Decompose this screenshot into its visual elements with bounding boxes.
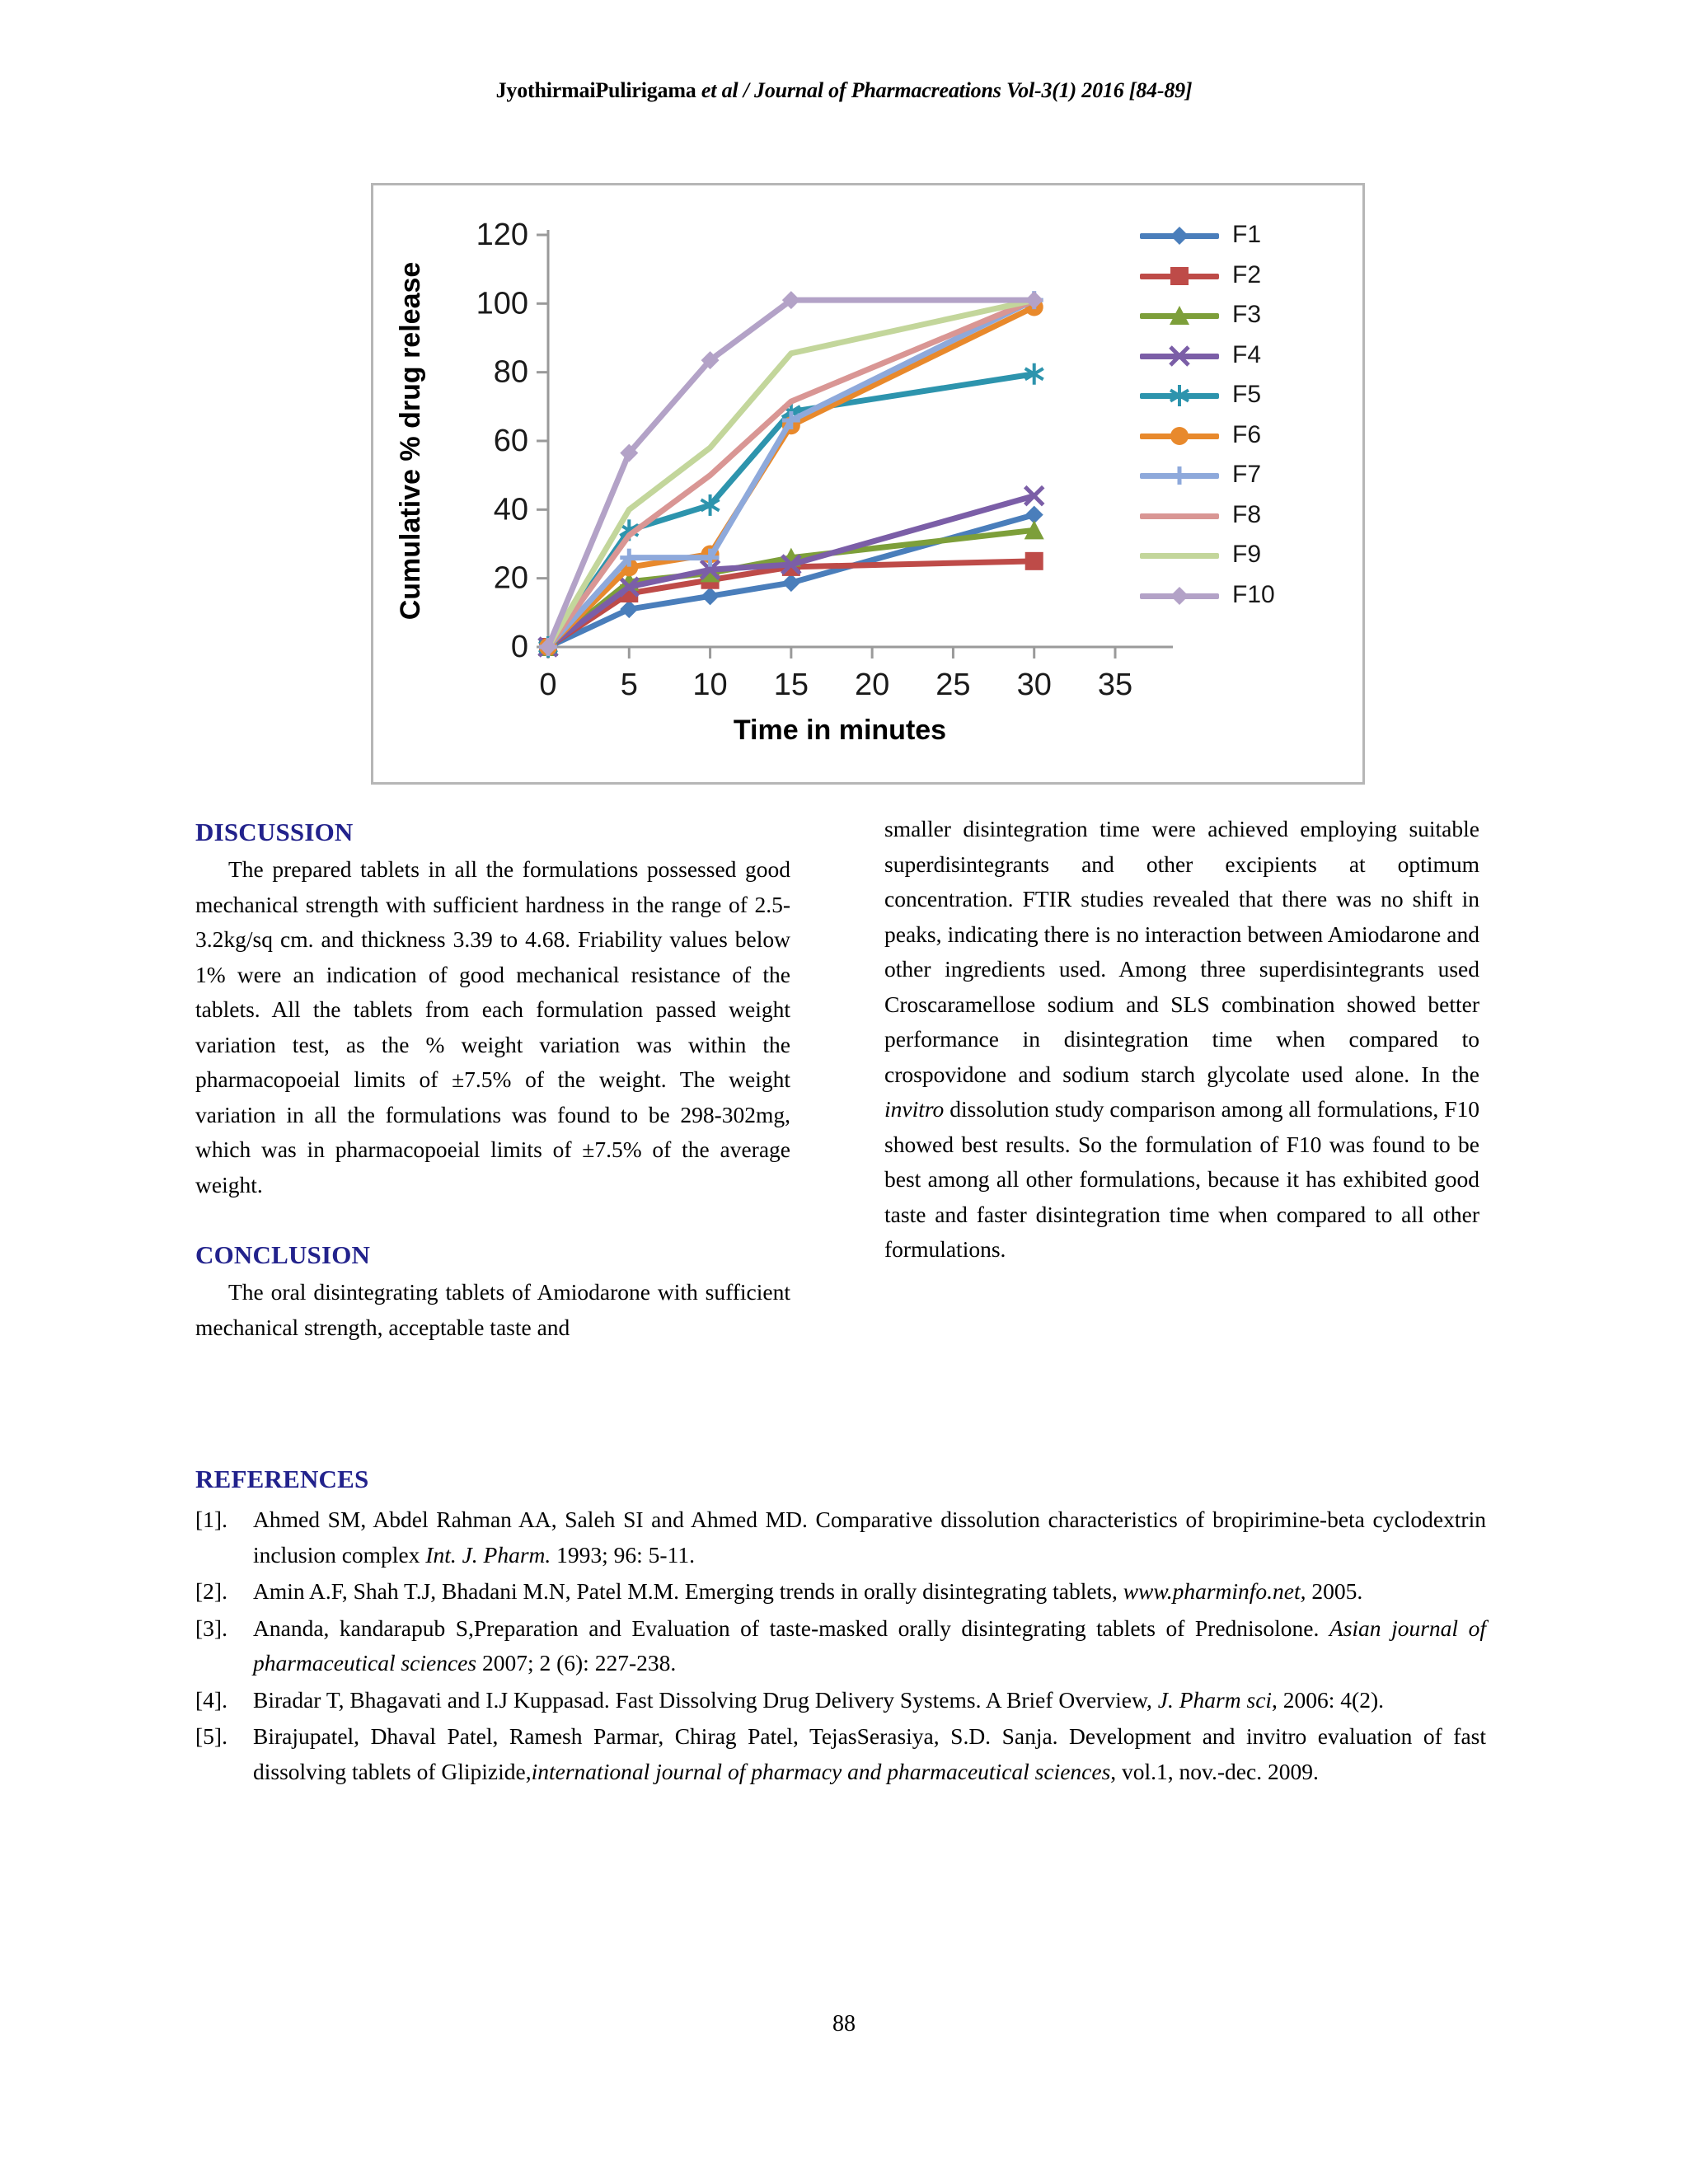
legend-marker-asterisk-icon [1168, 384, 1191, 407]
data-point-marker [1170, 267, 1189, 285]
reference-text [253, 1683, 1486, 1718]
y-axis-title: Cumulative % drug release [395, 261, 426, 621]
y-axis-tick-label: 20 [493, 560, 528, 596]
y-axis-tick-label: 100 [476, 286, 528, 321]
legend-label-F8: F8 [1232, 500, 1262, 528]
legend-label-F7: F7 [1232, 461, 1262, 488]
reference-number: [2]. [195, 1578, 227, 1604]
running-head-authors: JyothirmaiPulirigama [495, 78, 696, 102]
legend-key-F4 [1140, 343, 1219, 368]
data-point-marker [620, 600, 638, 618]
y-axis-tick-label: 60 [493, 424, 528, 458]
reference-item [195, 1683, 1486, 1718]
conclusion-body: The oral disintegrating tablets of Amiodarone with sufficient mechanical strength, acceptable taste and [195, 1279, 790, 1340]
reference-number: [4]. [195, 1686, 227, 1713]
reference-number: [3]. [195, 1615, 227, 1641]
reference-text-tail: 2005. [1306, 1578, 1363, 1604]
y-axis-tick-label: 40 [493, 492, 528, 527]
running-head-journal: et al / Journal of Pharmacreations Vol-3(1) 2016 [84-89] [701, 78, 1193, 102]
reference-text-plain: Birajupatel, Dhaval Patel, Ramesh Parmar, Chirag Patel, TejasSerasiya, S.D. Sanja. Development and invitro evaluation of fast dissolving tablets of Glipizide, [253, 1723, 1486, 1784]
reference-text-plain: Ananda, kandarapub S,Preparation and Evaluation of taste-masked orally disintegrating tablets of Prednisolone. [253, 1615, 1329, 1641]
legend-label-F5: F5 [1232, 381, 1262, 408]
reference-item [195, 1574, 1486, 1610]
x-axis-title: Time in minutes [733, 715, 947, 746]
x-axis-tick-label: 0 [539, 668, 557, 702]
x-axis-tick-label: 5 [620, 668, 638, 702]
legend-item-F1[interactable] [1140, 215, 1261, 255]
reference-number: [1]. [195, 1507, 227, 1532]
data-point-marker [1170, 587, 1189, 605]
x-axis-tick-label: 15 [773, 668, 809, 702]
legend-key-F9 [1140, 542, 1219, 567]
legend-marker-x-icon [1168, 344, 1191, 368]
legend-item-F10[interactable] [1140, 575, 1275, 615]
chart-legend [1140, 215, 1346, 743]
reference-number: [5]. [195, 1723, 227, 1749]
legend-item-F2[interactable] [1140, 255, 1261, 295]
right-column [884, 812, 1479, 1268]
data-point-marker [782, 574, 800, 592]
legend-item-F5[interactable] [1140, 375, 1261, 415]
legend-marker-square-icon [1168, 265, 1191, 288]
x-axis-tick-label: 25 [935, 668, 971, 702]
legend-marker-diamond-icon [1168, 224, 1191, 247]
references-section [195, 1463, 1486, 1791]
figure-dissolution-chart [371, 183, 1365, 785]
data-point-marker [1170, 227, 1189, 245]
data-point-marker [1170, 306, 1189, 325]
references-list [195, 1502, 1486, 1789]
legend-line-icon [1140, 553, 1219, 559]
chart-series [538, 291, 1044, 658]
reference-text-italic: Int. J. Pharm. [425, 1541, 551, 1568]
reference-text-tail: , 2006: 4(2). [1272, 1686, 1385, 1713]
reference-text [253, 1502, 1486, 1572]
reference-text-plain: Ahmed SM, Abdel Rahman AA, Saleh SI and Ahmed MD. Comparative dissolution characteristics of bropirimine-beta cyclodextrin inclusion complex [253, 1507, 1486, 1568]
legend-key-F8 [1140, 503, 1219, 527]
reference-text-plain: Biradar T, Bhagavati and I.J Kuppasad. Fast Dissolving Drug Delivery Systems. A Brief Overview, [253, 1686, 1158, 1713]
legend-marker-triangle-icon [1168, 304, 1191, 327]
reference-text-tail: 2007; 2 (6): 227-238. [476, 1650, 677, 1675]
data-point-marker [1025, 552, 1043, 570]
y-axis-tick-label: 120 [476, 218, 528, 252]
reference-text-italic: Asian journal of pharmaceutical sciences [253, 1615, 1486, 1675]
reference-text [253, 1611, 1486, 1681]
reference-text-tail: 1993; 96: 5-11. [551, 1541, 695, 1568]
legend-item-F6[interactable] [1140, 415, 1261, 455]
legend-item-F9[interactable] [1140, 535, 1261, 574]
legend-line-icon [1140, 513, 1219, 519]
legend-label-F9: F9 [1232, 541, 1262, 568]
heading-discussion: DISCUSSION [195, 818, 354, 846]
reference-text-tail: , vol.1, nov.-dec. 2009. [1110, 1758, 1319, 1784]
x-axis-tick-label: 30 [1016, 668, 1052, 702]
legend-item-F7[interactable] [1140, 455, 1261, 494]
right-column-body [884, 812, 1479, 1268]
legend-key-F10 [1140, 583, 1219, 607]
reference-text-italic: www.pharminfo.net, [1123, 1578, 1306, 1604]
reference-text-italic: international journal of pharmacy and pharmaceutical sciences [531, 1758, 1111, 1784]
chart-axes [395, 218, 1173, 746]
reference-text [253, 1719, 1486, 1789]
reference-text [253, 1574, 1486, 1610]
reference-item [195, 1502, 1486, 1572]
page-number: 88 [832, 2011, 856, 2036]
left-column [195, 816, 790, 1345]
x-axis-tick-label: 35 [1097, 668, 1133, 702]
legend-label-F10: F10 [1232, 580, 1275, 608]
legend-marker-diamond-icon [1168, 584, 1191, 607]
reference-item [195, 1719, 1486, 1789]
legend-label-F6: F6 [1232, 420, 1262, 448]
legend-label-F1: F1 [1232, 221, 1262, 248]
legend-marker-circle-icon [1168, 424, 1191, 448]
x-axis-tick-label: 20 [855, 668, 890, 702]
legend-key-F7 [1140, 462, 1219, 487]
reference-text-italic: J. Pharm sci [1157, 1686, 1273, 1713]
y-axis-tick-label: 0 [510, 630, 528, 664]
x-axis-tick-label: 10 [692, 668, 728, 702]
right-body-part2: dissolution study comparison among all formulations, F10 showed best results. So the formulation of F10 was found to be best among all other formulations, because it has exhibited good taste and faster disintegration time when compared to all other formulations. [884, 1096, 1479, 1262]
reference-item [195, 1611, 1486, 1681]
legend-key-F2 [1140, 263, 1219, 288]
legend-item-F3[interactable] [1140, 295, 1261, 335]
heading-conclusion: CONCLUSION [195, 1240, 371, 1269]
right-body-italic: invitro [884, 1096, 945, 1122]
chart-area [373, 185, 1362, 782]
data-point-marker [701, 587, 720, 605]
right-body-part1: smaller disintegration time were achieved employing suitable superdisintegrants and other excipients at optimum concentration. FTIR studies revealed that there was no shift in peaks, indicating there is no interaction between Amiodarone and other ingredients used. Among three superdisintegrants used Croscaramellose sodium and SLS combination showed better performance in disintegration time when compared to crospovidone and sodium starch glycolate used alone. In the [884, 816, 1479, 1087]
legend-key-F5 [1140, 382, 1219, 407]
chart-series-F2 [539, 552, 1043, 656]
reference-text-plain: Amin A.F, Shah T.J, Bhadani M.N, Patel M.M. Emerging trends in orally disintegrating tablets, [253, 1578, 1123, 1604]
discussion-body: The prepared tablets in all the formulations possessed good mechanical strength with sufficient hardness in the range of 2.5-3.2kg/sq cm. and thickness 3.39 to 4.68. Friability values below 1% were an indication of good mechanical resistance of the tablets. All the tablets from each formulation passed weight variation test, as the % weight variation was within the pharmacopoeial limits of ±7.5% of the weight. The weight variation in all the formulations was found to be 298-302mg, which was in pharmacopoeial limits of ±7.5% of the average weight. [195, 856, 790, 1197]
running-head [0, 78, 1688, 103]
legend-label-F3: F3 [1232, 301, 1262, 328]
heading-references: REFERENCES [195, 1465, 369, 1493]
y-axis-tick-label: 80 [493, 354, 528, 390]
legend-key-F6 [1140, 423, 1219, 448]
legend-key-F1 [1140, 223, 1219, 247]
data-point-marker [1170, 427, 1189, 445]
legend-item-F8[interactable] [1140, 495, 1261, 535]
legend-item-F4[interactable] [1140, 335, 1261, 375]
legend-label-F4: F4 [1232, 340, 1262, 368]
legend-label-F2: F2 [1232, 260, 1262, 288]
legend-key-F3 [1140, 302, 1219, 327]
legend-marker-plus-icon [1168, 464, 1191, 487]
